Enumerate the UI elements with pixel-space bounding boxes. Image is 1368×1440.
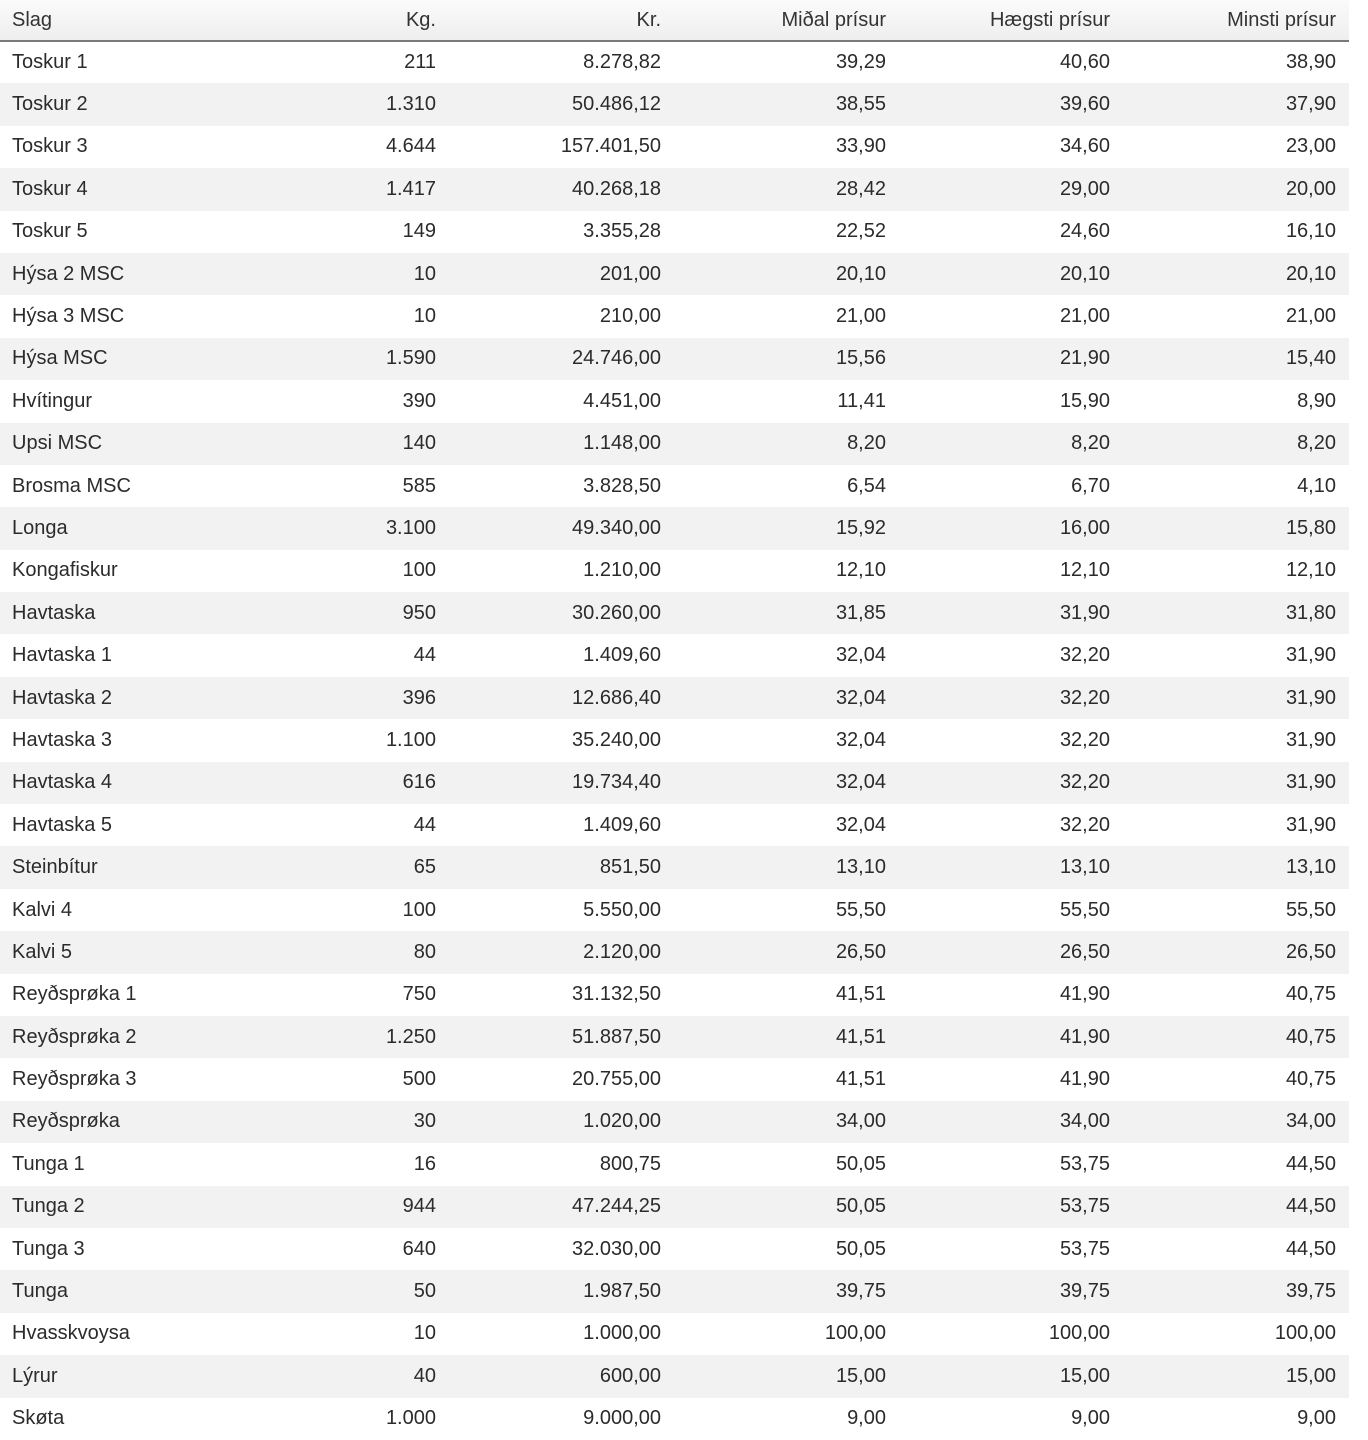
average-price-cell: 22,52	[835, 220, 886, 243]
species-cell: Havtaska	[12, 601, 96, 624]
kg-cell: 10	[413, 305, 436, 328]
highest-price-cell: 100,00	[1048, 1322, 1110, 1345]
table-row	[0, 931, 1349, 973]
kg-cell: 500	[402, 1068, 436, 1091]
average-price-cell: 100,00	[824, 1322, 886, 1345]
average-price-cell: 12,10	[835, 559, 886, 582]
kr-cell: 20.755,00	[572, 1068, 661, 1091]
average-price-cell: 32,04	[835, 686, 886, 709]
table-row	[0, 507, 1349, 549]
species-cell: Havtaska 1	[12, 644, 113, 667]
average-price-cell: 41,51	[835, 1068, 886, 1091]
kr-cell: 19.734,40	[572, 771, 661, 794]
table-row	[0, 1313, 1349, 1355]
kg-cell: 640	[402, 1237, 436, 1260]
lowest-price-cell: 37,90	[1285, 93, 1336, 116]
species-cell: Tunga 2	[12, 1195, 85, 1218]
highest-price-cell: 16,00	[1059, 516, 1110, 539]
kg-cell: 10	[413, 262, 436, 285]
species-cell: Toskur 4	[12, 177, 88, 200]
species-cell: Havtaska 5	[12, 813, 113, 836]
species-cell: Reyðsprøka 1	[12, 983, 137, 1006]
table-row	[0, 168, 1349, 210]
average-price-cell: 41,51	[835, 983, 886, 1006]
highest-price-cell: 41,90	[1059, 1025, 1110, 1048]
average-price-cell: 50,05	[835, 1195, 886, 1218]
average-price-cell: 50,05	[835, 1237, 886, 1260]
species-cell: Havtaska 2	[12, 686, 113, 709]
kr-cell: 1.000,00	[583, 1322, 661, 1345]
lowest-price-cell: 100,00	[1274, 1322, 1336, 1345]
highest-price-cell: 32,20	[1059, 771, 1110, 794]
highest-price-cell: 12,10	[1059, 559, 1110, 582]
species-cell: Lýrur	[12, 1364, 58, 1387]
lowest-price-cell: 15,80	[1285, 516, 1336, 539]
species-cell: Hvasskvoysa	[12, 1322, 130, 1345]
species-cell: Hýsa MSC	[12, 347, 108, 370]
species-cell: Toskur 1	[12, 51, 88, 74]
average-price-cell: 31,85	[835, 601, 886, 624]
species-cell: Tunga 1	[12, 1152, 85, 1175]
kr-cell: 800,75	[599, 1152, 661, 1175]
kg-cell: 585	[402, 474, 436, 497]
lowest-price-cell: 40,75	[1285, 1025, 1336, 1048]
species-cell: Upsi MSC	[12, 432, 103, 455]
kr-cell: 8.278,82	[583, 51, 661, 74]
lowest-price-cell: 20,00	[1285, 177, 1336, 200]
average-price-cell: 32,04	[835, 813, 886, 836]
kr-cell: 851,50	[599, 856, 661, 879]
species-cell: Longa	[12, 516, 68, 539]
lowest-price-cell: 44,50	[1285, 1237, 1336, 1260]
kr-cell: 210,00	[599, 305, 661, 328]
table-row	[0, 550, 1349, 592]
average-price-cell: 55,50	[835, 898, 886, 921]
lowest-price-cell: 16,10	[1285, 220, 1336, 243]
table-row	[0, 592, 1349, 634]
species-cell: Havtaska 4	[12, 771, 113, 794]
kr-cell: 51.887,50	[572, 1025, 661, 1048]
average-price-cell: 6,54	[847, 474, 886, 497]
table-row	[0, 1270, 1349, 1312]
highest-price-cell: 21,00	[1059, 305, 1110, 328]
kg-cell: 44	[413, 644, 436, 667]
table-row	[0, 1186, 1349, 1228]
kg-cell: 100	[402, 559, 436, 582]
average-price-cell: 32,04	[835, 771, 886, 794]
kr-cell: 5.550,00	[583, 898, 661, 921]
kg-cell: 4.644	[385, 135, 436, 158]
average-price-cell: 39,75	[835, 1280, 886, 1303]
kg-cell: 40	[413, 1364, 436, 1387]
highest-price-cell: 26,50	[1059, 940, 1110, 963]
highest-price-cell: 41,90	[1059, 983, 1110, 1006]
table-row	[0, 1143, 1349, 1185]
lowest-price-cell: 31,90	[1285, 686, 1336, 709]
lowest-price-cell: 12,10	[1285, 559, 1336, 582]
kg-cell: 1.250	[385, 1025, 436, 1048]
kr-cell: 2.120,00	[583, 940, 661, 963]
kg-cell: 1.590	[385, 347, 436, 370]
table-row	[0, 974, 1349, 1016]
table-row	[0, 846, 1349, 888]
table-row	[0, 253, 1349, 295]
kr-cell: 3.355,28	[583, 220, 661, 243]
kr-cell: 600,00	[599, 1364, 661, 1387]
average-price-cell: 34,00	[835, 1110, 886, 1133]
kg-cell: 80	[413, 940, 436, 963]
lowest-price-cell: 44,50	[1285, 1195, 1336, 1218]
table-row	[0, 804, 1349, 846]
highest-price-cell: 32,20	[1059, 686, 1110, 709]
lowest-price-cell: 8,90	[1297, 389, 1336, 412]
highest-price-cell: 8,20	[1071, 432, 1110, 455]
highest-price-cell: 53,75	[1059, 1152, 1110, 1175]
table-row	[0, 380, 1349, 422]
table-row	[0, 465, 1349, 507]
species-cell: Kalvi 4	[12, 898, 73, 921]
kg-cell: 750	[402, 983, 436, 1006]
kg-cell: 396	[402, 686, 436, 709]
average-price-cell: 15,56	[835, 347, 886, 370]
kr-cell: 40.268,18	[572, 177, 661, 200]
highest-price-cell: 9,00	[1071, 1407, 1110, 1430]
lowest-price-cell: 40,75	[1285, 1068, 1336, 1091]
kr-cell: 3.828,50	[583, 474, 661, 497]
average-price-cell: 41,51	[835, 1025, 886, 1048]
kr-cell: 50.486,12	[572, 93, 661, 116]
table-body	[0, 41, 1349, 1440]
kr-cell: 30.260,00	[572, 601, 661, 624]
kg-cell: 1.417	[385, 177, 436, 200]
kr-cell: 12.686,40	[572, 686, 661, 709]
species-cell: Hýsa 2 MSC	[12, 262, 125, 285]
species-cell: Kongafiskur	[12, 559, 118, 582]
highest-price-cell: 21,90	[1059, 347, 1110, 370]
highest-price-cell: 24,60	[1059, 220, 1110, 243]
highest-price-cell: 31,90	[1059, 601, 1110, 624]
kr-cell: 35.240,00	[572, 728, 661, 751]
lowest-price-cell: 44,50	[1285, 1152, 1336, 1175]
kg-cell: 1.000	[385, 1407, 436, 1430]
highest-price-cell: 29,00	[1059, 177, 1110, 200]
highest-price-cell: 32,20	[1059, 728, 1110, 751]
table-row	[0, 1058, 1349, 1100]
kg-cell: 50	[413, 1280, 436, 1303]
kg-cell: 100	[402, 898, 436, 921]
kr-cell: 49.340,00	[572, 516, 661, 539]
species-cell: Toskur 3	[12, 135, 88, 158]
lowest-price-cell: 39,75	[1285, 1280, 1336, 1303]
kg-cell: 16	[413, 1152, 436, 1175]
kg-cell: 616	[402, 771, 436, 794]
average-price-cell: 32,04	[835, 644, 886, 667]
average-price-cell: 20,10	[835, 262, 886, 285]
lowest-price-cell: 31,90	[1285, 771, 1336, 794]
table-row	[0, 1355, 1349, 1397]
kr-cell: 1.409,60	[583, 644, 661, 667]
average-price-cell: 26,50	[835, 940, 886, 963]
kg-cell: 30	[413, 1110, 436, 1133]
highest-price-cell: 6,70	[1071, 474, 1110, 497]
kg-cell: 944	[402, 1195, 436, 1218]
kr-cell: 157.401,50	[560, 135, 661, 158]
lowest-price-cell: 31,80	[1285, 601, 1336, 624]
column-header-highest-price[interactable]: Hægsti prísur	[899, 0, 1123, 41]
lowest-price-cell: 15,40	[1285, 347, 1336, 370]
kr-cell: 24.746,00	[572, 347, 661, 370]
column-header-lowest-price[interactable]: Minsti prísur	[1123, 0, 1349, 41]
species-cell: Steinbítur	[12, 856, 98, 879]
kg-cell: 950	[402, 601, 436, 624]
lowest-price-cell: 31,90	[1285, 813, 1336, 836]
kg-cell: 140	[402, 432, 436, 455]
kr-cell: 1.148,00	[583, 432, 661, 455]
kr-cell: 47.244,25	[572, 1195, 661, 1218]
kg-cell: 1.100	[385, 728, 436, 751]
average-price-cell: 33,90	[835, 135, 886, 158]
species-cell: Kalvi 5	[12, 940, 73, 963]
highest-price-cell: 53,75	[1059, 1195, 1110, 1218]
highest-price-cell: 39,60	[1059, 93, 1110, 116]
highest-price-cell: 40,60	[1059, 51, 1110, 74]
table-row	[0, 211, 1349, 253]
highest-price-cell: 53,75	[1059, 1237, 1110, 1260]
lowest-price-cell: 26,50	[1285, 940, 1336, 963]
table-row	[0, 1228, 1349, 1270]
average-price-cell: 9,00	[847, 1407, 886, 1430]
table-row	[0, 41, 1349, 83]
column-header-kr[interactable]: Kr.	[449, 0, 674, 41]
lowest-price-cell: 21,00	[1285, 305, 1336, 328]
table-row	[0, 338, 1349, 380]
lowest-price-cell: 8,20	[1297, 432, 1336, 455]
kg-cell: 211	[404, 51, 436, 74]
species-cell: Hýsa 3 MSC	[12, 305, 125, 328]
kr-cell: 4.451,00	[583, 389, 661, 412]
average-price-cell: 39,29	[835, 51, 886, 74]
species-cell: Skøta	[12, 1407, 65, 1430]
average-price-cell: 15,00	[835, 1364, 886, 1387]
table-row	[0, 634, 1349, 676]
table-header	[0, 0, 1349, 41]
table-row	[0, 423, 1349, 465]
highest-price-cell: 32,20	[1059, 644, 1110, 667]
species-cell: Tunga	[12, 1280, 68, 1303]
kg-cell: 10	[413, 1322, 436, 1345]
kg-cell: 149	[402, 220, 436, 243]
kr-cell: 201,00	[599, 262, 661, 285]
column-header-slag[interactable]: Slag	[0, 0, 225, 41]
highest-price-cell: 41,90	[1059, 1068, 1110, 1091]
lowest-price-cell: 55,50	[1285, 898, 1336, 921]
highest-price-cell: 34,60	[1059, 135, 1110, 158]
table-row	[0, 83, 1349, 125]
lowest-price-cell: 31,90	[1285, 728, 1336, 751]
average-price-cell: 38,55	[835, 93, 886, 116]
lowest-price-cell: 15,00	[1285, 1364, 1336, 1387]
column-header-average-price[interactable]: Miðal prísur	[674, 0, 899, 41]
lowest-price-cell: 38,90	[1285, 51, 1336, 74]
highest-price-cell: 15,90	[1059, 389, 1110, 412]
species-cell: Toskur 5	[12, 220, 88, 243]
kr-cell: 1.020,00	[583, 1110, 661, 1133]
lowest-price-cell: 4,10	[1297, 474, 1336, 497]
average-price-cell: 28,42	[835, 177, 886, 200]
kr-cell: 1.987,50	[583, 1280, 661, 1303]
highest-price-cell: 34,00	[1059, 1110, 1110, 1133]
table-row	[0, 1101, 1349, 1143]
kr-cell: 32.030,00	[572, 1237, 661, 1260]
table-row	[0, 126, 1349, 168]
kg-cell: 65	[413, 856, 436, 879]
table-row	[0, 295, 1349, 337]
column-header-kg[interactable]: Kg.	[225, 0, 449, 41]
table-row	[0, 889, 1349, 931]
average-price-cell: 21,00	[835, 305, 886, 328]
lowest-price-cell: 31,90	[1285, 644, 1336, 667]
table-row	[0, 719, 1349, 761]
kr-cell: 9.000,00	[583, 1407, 661, 1430]
average-price-cell: 11,41	[837, 389, 886, 412]
average-price-cell: 32,04	[835, 728, 886, 751]
highest-price-cell: 15,00	[1059, 1364, 1110, 1387]
lowest-price-cell: 34,00	[1285, 1110, 1336, 1133]
average-price-cell: 13,10	[835, 856, 886, 879]
lowest-price-cell: 9,00	[1297, 1407, 1336, 1430]
header-row	[0, 0, 1349, 41]
kr-cell: 1.409,60	[583, 813, 661, 836]
kg-cell: 1.310	[385, 93, 436, 116]
table-row	[0, 762, 1349, 804]
lowest-price-cell: 40,75	[1285, 983, 1336, 1006]
kr-cell: 31.132,50	[572, 983, 661, 1006]
highest-price-cell: 32,20	[1059, 813, 1110, 836]
table-row	[0, 1016, 1349, 1058]
species-cell: Brosma MSC	[12, 474, 131, 497]
species-cell: Toskur 2	[12, 93, 88, 116]
kg-cell: 44	[413, 813, 436, 836]
lowest-price-cell: 13,10	[1285, 856, 1336, 879]
average-price-cell: 8,20	[847, 432, 886, 455]
species-cell: Reyðsprøka	[12, 1110, 120, 1133]
average-price-cell: 50,05	[835, 1152, 886, 1175]
highest-price-cell: 55,50	[1059, 898, 1110, 921]
kr-cell: 1.210,00	[583, 559, 661, 582]
table-row	[0, 677, 1349, 719]
highest-price-cell: 20,10	[1059, 262, 1110, 285]
average-price-cell: 15,92	[835, 516, 886, 539]
species-cell: Hvítingur	[12, 389, 93, 412]
lowest-price-cell: 20,10	[1285, 262, 1336, 285]
species-cell: Tunga 3	[12, 1237, 85, 1260]
species-cell: Reyðsprøka 3	[12, 1068, 137, 1091]
kg-cell: 3.100	[385, 516, 436, 539]
highest-price-cell: 39,75	[1059, 1280, 1110, 1303]
kg-cell: 390	[402, 389, 436, 412]
table-row	[0, 1398, 1349, 1440]
highest-price-cell: 13,10	[1059, 856, 1110, 879]
lowest-price-cell: 23,00	[1285, 135, 1336, 158]
species-cell: Reyðsprøka 2	[12, 1025, 137, 1048]
species-cell: Havtaska 3	[12, 728, 113, 751]
